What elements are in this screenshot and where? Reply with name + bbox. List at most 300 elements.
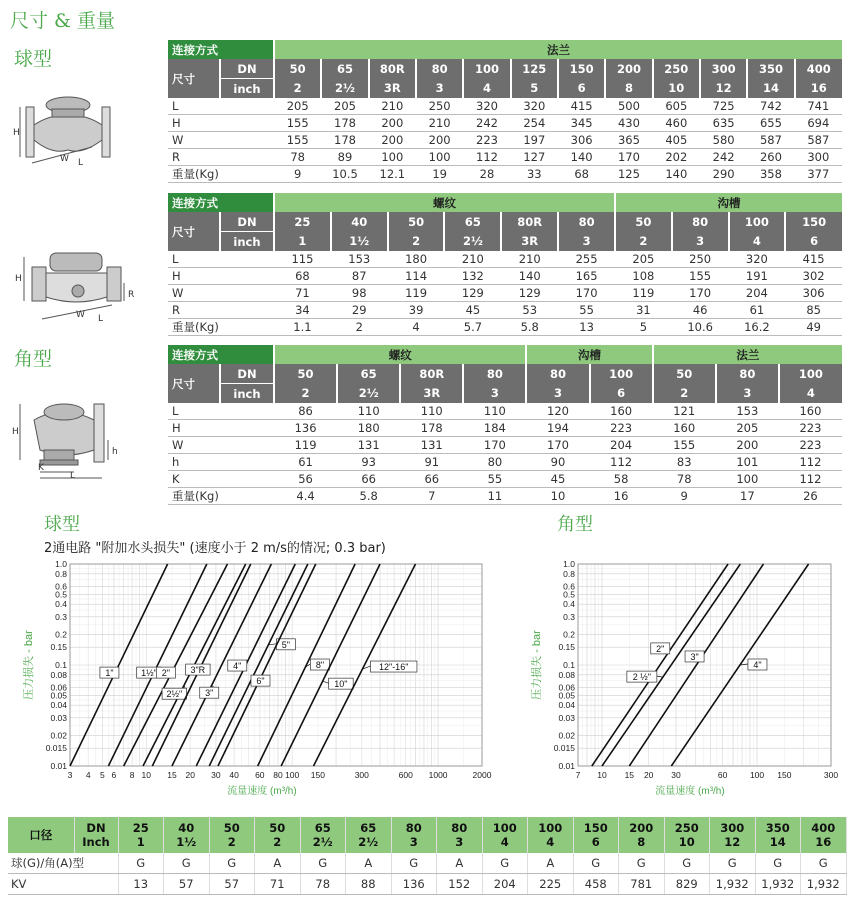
- t3-row-label: 重量(Kg): [168, 488, 274, 505]
- kv-type-cell: G: [664, 853, 710, 874]
- t2-type-thread: 螺纹: [274, 193, 615, 212]
- svg-text:L: L: [70, 471, 76, 480]
- t1-inch-cell: 6: [558, 79, 605, 99]
- x-tick-label: 10: [597, 770, 607, 780]
- page-title: 尺寸 & 重量: [10, 10, 115, 32]
- kv-dn-cell: 40: [178, 821, 195, 835]
- y-tick-label: 0.6: [55, 581, 67, 592]
- kv-dn-cell: 80: [451, 821, 468, 835]
- kv-hdr-label: 口径: [8, 817, 74, 853]
- kv-value-cell: 13: [118, 874, 164, 895]
- kv-hdr-size: [164, 817, 210, 853]
- t2-cell: 31: [615, 302, 672, 319]
- t3-dn-cell: 80: [463, 364, 526, 384]
- t1-cell: 210: [416, 115, 463, 132]
- kv-type-cell: G: [300, 853, 346, 874]
- t3-dn-label: DN: [220, 364, 274, 384]
- t1-row: [168, 149, 842, 166]
- t1-cell: 205: [321, 98, 368, 115]
- t3-cell: 178: [400, 420, 463, 437]
- t2-cell: 302: [785, 268, 842, 285]
- t3-cell: 7: [400, 488, 463, 505]
- t3-cell: 80: [463, 454, 526, 471]
- t3-cell: 153: [716, 403, 779, 420]
- t2-dn-cell: 150: [785, 212, 842, 232]
- t2-cell: 119: [615, 285, 672, 302]
- t3-row: [168, 454, 842, 471]
- t1-cell: 725: [700, 98, 747, 115]
- t3-cell: 83: [653, 454, 716, 471]
- y-tick-label: 0.8: [563, 568, 575, 579]
- t2-dn-cell: 50: [615, 212, 672, 232]
- kv-hdr-size: [300, 817, 346, 853]
- series-label: 8": [315, 660, 325, 671]
- table-angle: [168, 345, 842, 505]
- kv-dn-cell: 250: [674, 821, 699, 835]
- t1-cell: 210: [369, 98, 416, 115]
- kv-type-cell: G: [619, 853, 665, 874]
- kv-type-cell: G: [710, 853, 756, 874]
- t2-dn-label: DN: [220, 212, 274, 232]
- t3-row: [168, 420, 842, 437]
- dim-label-h: H: [13, 128, 20, 138]
- t3-cell: 110: [337, 403, 400, 420]
- kv-value-cell: 57: [164, 874, 210, 895]
- t2-cell: 1.1: [274, 319, 331, 336]
- t1-dn-cell: 250: [653, 59, 700, 79]
- dim-label-l: L: [78, 158, 84, 168]
- t2-cell: 115: [274, 251, 331, 268]
- y-tick-label: 0.4: [55, 599, 67, 610]
- t2-cell: 55: [558, 302, 615, 319]
- series-label: 4": [233, 661, 242, 672]
- globe-flanged-drawing: [12, 95, 142, 170]
- t3-cell: 155: [653, 437, 716, 454]
- t1-cell: 460: [653, 115, 700, 132]
- t3-cell: 131: [400, 437, 463, 454]
- kv-hdr-size: [209, 817, 255, 853]
- x-tick-label: 6: [111, 770, 117, 780]
- t2-cell: 71: [274, 285, 331, 302]
- x-tick-label: 600: [398, 770, 413, 780]
- t1-cell: 140: [653, 166, 700, 183]
- t2-cell: 46: [672, 302, 729, 319]
- t2-size-label: 尺寸: [168, 212, 220, 251]
- x-tick-label: 15: [624, 770, 635, 780]
- t2-row-label: L: [168, 251, 274, 268]
- t2-dn-cell: 65: [444, 212, 501, 232]
- kv-value-cell: 1,932: [755, 874, 801, 895]
- kv-value-cell: 88: [346, 874, 392, 895]
- kv-inch-cell: 1½: [176, 835, 197, 849]
- t3-cell: 9: [653, 488, 716, 505]
- t1-cell: 430: [605, 115, 652, 132]
- t2-cell: 5: [615, 319, 672, 336]
- y-tick-label: 0.01: [50, 761, 67, 771]
- t3-inch-cell: 6: [590, 384, 653, 404]
- t3-cell: 170: [526, 437, 589, 454]
- chart-globe-pressure-loss: [0, 556, 500, 804]
- y-tick-label: 0.03: [50, 712, 67, 723]
- t3-cell: 56: [274, 471, 337, 488]
- y-tick-label: 1.0: [55, 559, 67, 569]
- series-label: 2½": [166, 689, 183, 700]
- kv-dn-cell: 50: [269, 821, 286, 835]
- y-tick-label: 0.06: [558, 682, 575, 693]
- kv-hdr-dn-inch: [74, 817, 118, 853]
- t1-cell: 415: [558, 98, 605, 115]
- t1-row-label: W: [168, 132, 274, 149]
- x-tick-label: 30: [671, 770, 681, 780]
- t1-dn-cell: 50: [274, 59, 321, 79]
- series-label: 5": [281, 639, 290, 650]
- t1-cell: 33: [511, 166, 558, 183]
- t1-inch-cell: 3R: [369, 79, 416, 99]
- series-label: 3": [690, 651, 699, 662]
- kv-hdr-size: [801, 817, 847, 853]
- t1-cell: 178: [321, 132, 368, 149]
- x-tick-label: 8: [129, 770, 135, 780]
- t3-dn-cell: 100: [779, 364, 842, 384]
- t3-cell: 136: [274, 420, 337, 437]
- kv-type-cell: G: [164, 853, 210, 874]
- t1-row-label: 重量(Kg): [168, 166, 274, 183]
- series-label: 10": [334, 679, 348, 690]
- kv-dn-cell: 65: [314, 821, 331, 835]
- t1-cell: 741: [795, 98, 842, 115]
- kv-type-cell: G: [755, 853, 801, 874]
- kv-hdr-size: [346, 817, 392, 853]
- x-tick-label: 3: [67, 770, 73, 780]
- x-tick-label: 2000: [472, 770, 492, 780]
- y-tick-label: 0.08: [50, 669, 67, 680]
- kv-hdr-size: [482, 817, 528, 853]
- kv-value-cell: 458: [573, 874, 619, 895]
- t2-row-label: 重量(Kg): [168, 319, 274, 336]
- kv-inch-cell: 2½: [312, 835, 333, 849]
- t1-cell: 155: [274, 115, 321, 132]
- t1-cell: 202: [653, 149, 700, 166]
- t3-cell: 55: [463, 471, 526, 488]
- x-tick-label: 60: [255, 770, 265, 780]
- y-tick-label: 0.08: [558, 669, 575, 680]
- t3-row-label: L: [168, 403, 274, 420]
- kv-value-cell: 781: [619, 874, 665, 895]
- t1-cell: 260: [747, 149, 794, 166]
- t3-cell: 223: [779, 437, 842, 454]
- t2-cell: 205: [615, 251, 672, 268]
- t2-cell: 191: [729, 268, 786, 285]
- t3-cell: 100: [716, 471, 779, 488]
- t1-row-label: L: [168, 98, 274, 115]
- kv-type-cell: A: [346, 853, 392, 874]
- kv-inch-cell: 1: [136, 835, 145, 849]
- chart-left-title: 球型: [44, 514, 80, 535]
- t3-cell: 26: [779, 488, 842, 505]
- x-tick-label: 60: [717, 770, 728, 780]
- t3-cell: 17: [716, 488, 779, 505]
- section-globe-title: 球型: [14, 48, 53, 70]
- kv-type-cell: G: [482, 853, 528, 874]
- t3-dn-cell: 80: [526, 364, 589, 384]
- kv-value-cell: 204: [482, 874, 528, 895]
- t2-dn-cell: 80R: [501, 212, 558, 232]
- series-label: 3"R: [190, 665, 206, 676]
- series-label: 12"-16": [378, 662, 409, 673]
- t1-cell: 127: [511, 149, 558, 166]
- t2-cell: 132: [444, 268, 501, 285]
- t1-cell: 345: [558, 115, 605, 132]
- t1-cell: 250: [416, 98, 463, 115]
- y-tick-label: 0.8: [55, 568, 67, 579]
- t1-cell: 377: [795, 166, 842, 183]
- kv-inch-cell: 2½: [358, 835, 379, 849]
- t2-dn-cell: 40: [331, 212, 388, 232]
- t2-inch-cell: 3: [558, 232, 615, 252]
- svg-text:H: H: [12, 427, 19, 437]
- kv-value-cell: 152: [437, 874, 483, 895]
- y-tick-label: 0.015: [553, 743, 575, 754]
- y-tick-label: 0.06: [50, 682, 67, 693]
- kv-dn-cell: 150: [583, 821, 608, 835]
- kv-dn-cell: 300: [720, 821, 745, 835]
- t2-dn-cell: 100: [729, 212, 786, 232]
- t2-cell: 165: [558, 268, 615, 285]
- t3-cell: 119: [274, 437, 337, 454]
- x-tick-label: 100: [285, 770, 300, 780]
- kv-dn-cell: 200: [629, 821, 654, 835]
- t3-row: [168, 471, 842, 488]
- t2-cell: 320: [729, 251, 786, 268]
- t3-dn-cell: 50: [653, 364, 716, 384]
- t2-inch-cell: 2: [388, 232, 445, 252]
- t1-cell: 320: [511, 98, 558, 115]
- kv-hdr-size: [118, 817, 164, 853]
- t1-row: [168, 132, 842, 149]
- t1-inch-cell: 16: [795, 79, 842, 99]
- t2-cell: 10.6: [672, 319, 729, 336]
- x-tick-label: 7: [575, 770, 581, 780]
- series-label: 2": [656, 643, 665, 654]
- y-tick-label: 0.15: [558, 642, 575, 653]
- chart-angle-pressure-loss: [515, 556, 845, 804]
- angle-drawing: [12, 398, 132, 480]
- y-tick-label: 1.0: [563, 559, 575, 569]
- t2-cell: 61: [729, 302, 786, 319]
- t3-row: [168, 403, 842, 420]
- t1-cell: 290: [700, 166, 747, 183]
- y-tick-label: 0.1: [55, 660, 67, 670]
- kv-value-cell: 1,932: [710, 874, 756, 895]
- x-tick-label: 20: [185, 770, 195, 780]
- kv-dn-cell: 50: [223, 821, 240, 835]
- t3-inch-label: inch: [233, 386, 261, 401]
- t3-cell: 101: [716, 454, 779, 471]
- t1-conn-label: 连接方式: [168, 40, 274, 59]
- t2-row: [168, 319, 842, 336]
- t1-row: [168, 166, 842, 183]
- y-tick-label: 0.5: [55, 589, 67, 600]
- t1-dn-cell: 350: [747, 59, 794, 79]
- t1-inch-label: inch: [233, 81, 261, 96]
- t1-cell: 587: [795, 132, 842, 149]
- t2-cell: 204: [729, 285, 786, 302]
- kv-dn-cell: 350: [765, 821, 790, 835]
- t2-row: [168, 251, 842, 268]
- t3-row: [168, 488, 842, 505]
- kv-dn-cell: 25: [132, 821, 149, 835]
- t1-cell: 9: [274, 166, 321, 183]
- t1-cell: 125: [605, 166, 652, 183]
- t3-row-label: K: [168, 471, 274, 488]
- t2-inch-cell: 2: [615, 232, 672, 252]
- t3-cell: 66: [337, 471, 400, 488]
- t2-cell: 49: [785, 319, 842, 336]
- t1-cell: 306: [558, 132, 605, 149]
- kv-inch-cell: 12: [724, 835, 741, 849]
- t3-type-thread: 螺纹: [274, 345, 526, 364]
- kv-inch-cell: 16: [815, 835, 832, 849]
- kv-hdr-inch: Inch: [82, 835, 110, 849]
- kv-inch-cell: 10: [678, 835, 695, 849]
- kv-type-cell: G: [209, 853, 255, 874]
- t2-cell: 13: [558, 319, 615, 336]
- t1-inch-cell: 4: [463, 79, 510, 99]
- x-tick-label: 300: [354, 770, 369, 780]
- y-tick-label: 0.6: [563, 581, 575, 592]
- t1-dn-cell: 100: [463, 59, 510, 79]
- kv-value-cell: 78: [300, 874, 346, 895]
- y-tick-label: 0.4: [563, 599, 575, 610]
- y-tick-label: 0.02: [50, 730, 67, 741]
- t2-dn-cell: 80: [558, 212, 615, 232]
- t2-cell: 98: [331, 285, 388, 302]
- t2-cell: 114: [388, 268, 445, 285]
- y-tick-label: 0.015: [45, 743, 67, 754]
- kv-dn-cell: 100: [538, 821, 563, 835]
- svg-text:L: L: [98, 314, 104, 324]
- t1-cell: 78: [274, 149, 321, 166]
- series-label: 2": [161, 668, 170, 679]
- t1-dn-cell: 400: [795, 59, 842, 79]
- kv-hdr-size: [528, 817, 574, 853]
- y-tick-label: 0.15: [50, 642, 67, 653]
- kv-table: [8, 817, 847, 895]
- t1-row-label: R: [168, 149, 274, 166]
- kv-hdr-size: [710, 817, 756, 853]
- t2-cell: 306: [785, 285, 842, 302]
- t3-dn-cell: 50: [274, 364, 337, 384]
- t2-conn-label: 连接方式: [168, 193, 274, 212]
- chart-left-subtitle: 2通电路 "附加水头损失" (速度小于 2 m/s的情况; 0.3 bar): [44, 541, 386, 556]
- kv-hdr-size: [664, 817, 710, 853]
- t1-cell: 320: [463, 98, 510, 115]
- t1-cell: 140: [558, 149, 605, 166]
- t3-cell: 61: [274, 454, 337, 471]
- kv-value-cell: 225: [528, 874, 574, 895]
- t2-cell: 415: [785, 251, 842, 268]
- t2-type-groove: 沟槽: [615, 193, 842, 212]
- y-tick-label: 0.2: [55, 629, 67, 640]
- t3-cell: 170: [463, 437, 526, 454]
- t1-dn-cell: 80: [416, 59, 463, 79]
- t3-cell: 91: [400, 454, 463, 471]
- t2-cell: 108: [615, 268, 672, 285]
- kv-value-cell: 136: [391, 874, 437, 895]
- kv-type-cell: G: [118, 853, 164, 874]
- chart-right-title: 角型: [557, 514, 593, 535]
- t3-cell: 86: [274, 403, 337, 420]
- t3-cell: 93: [337, 454, 400, 471]
- t2-row: [168, 302, 842, 319]
- t1-cell: 200: [416, 132, 463, 149]
- t2-row: [168, 285, 842, 302]
- t1-cell: 12.1: [369, 166, 416, 183]
- t3-cell: 121: [653, 403, 716, 420]
- t2-inch-cell: 2½: [444, 232, 501, 252]
- x-tick-label: 80: [273, 770, 283, 780]
- kv-hdr-dn: DN: [86, 821, 106, 835]
- kv-inch-cell: 3: [409, 835, 418, 849]
- t1-cell: 587: [747, 132, 794, 149]
- y-tick-label: 0.04: [50, 700, 67, 711]
- kv-type-cell: G: [573, 853, 619, 874]
- t3-cell: 5.8: [337, 488, 400, 505]
- t2-cell: 255: [558, 251, 615, 268]
- t1-cell: 242: [463, 115, 510, 132]
- t1-cell: 100: [369, 149, 416, 166]
- kv-dn-cell: 65: [360, 821, 377, 835]
- kv-inch-cell: 3: [455, 835, 464, 849]
- kv-inch-cell: 4: [546, 835, 555, 849]
- t1-cell: 405: [653, 132, 700, 149]
- t3-cell: 16: [590, 488, 653, 505]
- series-label: 3": [205, 688, 214, 699]
- t1-cell: 500: [605, 98, 652, 115]
- t1-cell: 365: [605, 132, 652, 149]
- t1-dn-cell: 150: [558, 59, 605, 79]
- kv-value-cell: 57: [209, 874, 255, 895]
- kv-type-cell: G: [801, 853, 847, 874]
- y-tick-label: 0.2: [563, 629, 575, 640]
- t3-row: [168, 437, 842, 454]
- t3-conn-label: 连接方式: [168, 345, 274, 364]
- t2-inch-cell: 1: [274, 232, 331, 252]
- t2-inch-cell: 4: [729, 232, 786, 252]
- t3-cell: 112: [779, 471, 842, 488]
- y-tick-label: 0.02: [558, 730, 575, 741]
- t3-cell: 112: [590, 454, 653, 471]
- t3-cell: 184: [463, 420, 526, 437]
- series-label: 1½": [141, 668, 157, 679]
- t3-inch-cell: 2: [274, 384, 337, 404]
- t2-cell: 5.7: [444, 319, 501, 336]
- y-tick-label: 0.01: [558, 761, 575, 771]
- x-tick-label: 20: [643, 770, 654, 780]
- t1-size-label: 尺寸: [168, 59, 220, 98]
- kv-value-cell: 71: [255, 874, 301, 895]
- t1-cell: 742: [747, 98, 794, 115]
- t1-cell: 178: [321, 115, 368, 132]
- t3-cell: 112: [779, 454, 842, 471]
- svg-text:W: W: [76, 310, 85, 320]
- t1-cell: 254: [511, 115, 558, 132]
- kv-inch-cell: 6: [591, 835, 600, 849]
- globe-threaded-drawing: [12, 245, 147, 325]
- kv-type-cell: A: [437, 853, 483, 874]
- y-tick-label: 0.3: [563, 611, 575, 622]
- x-tick-label: 100: [749, 770, 765, 780]
